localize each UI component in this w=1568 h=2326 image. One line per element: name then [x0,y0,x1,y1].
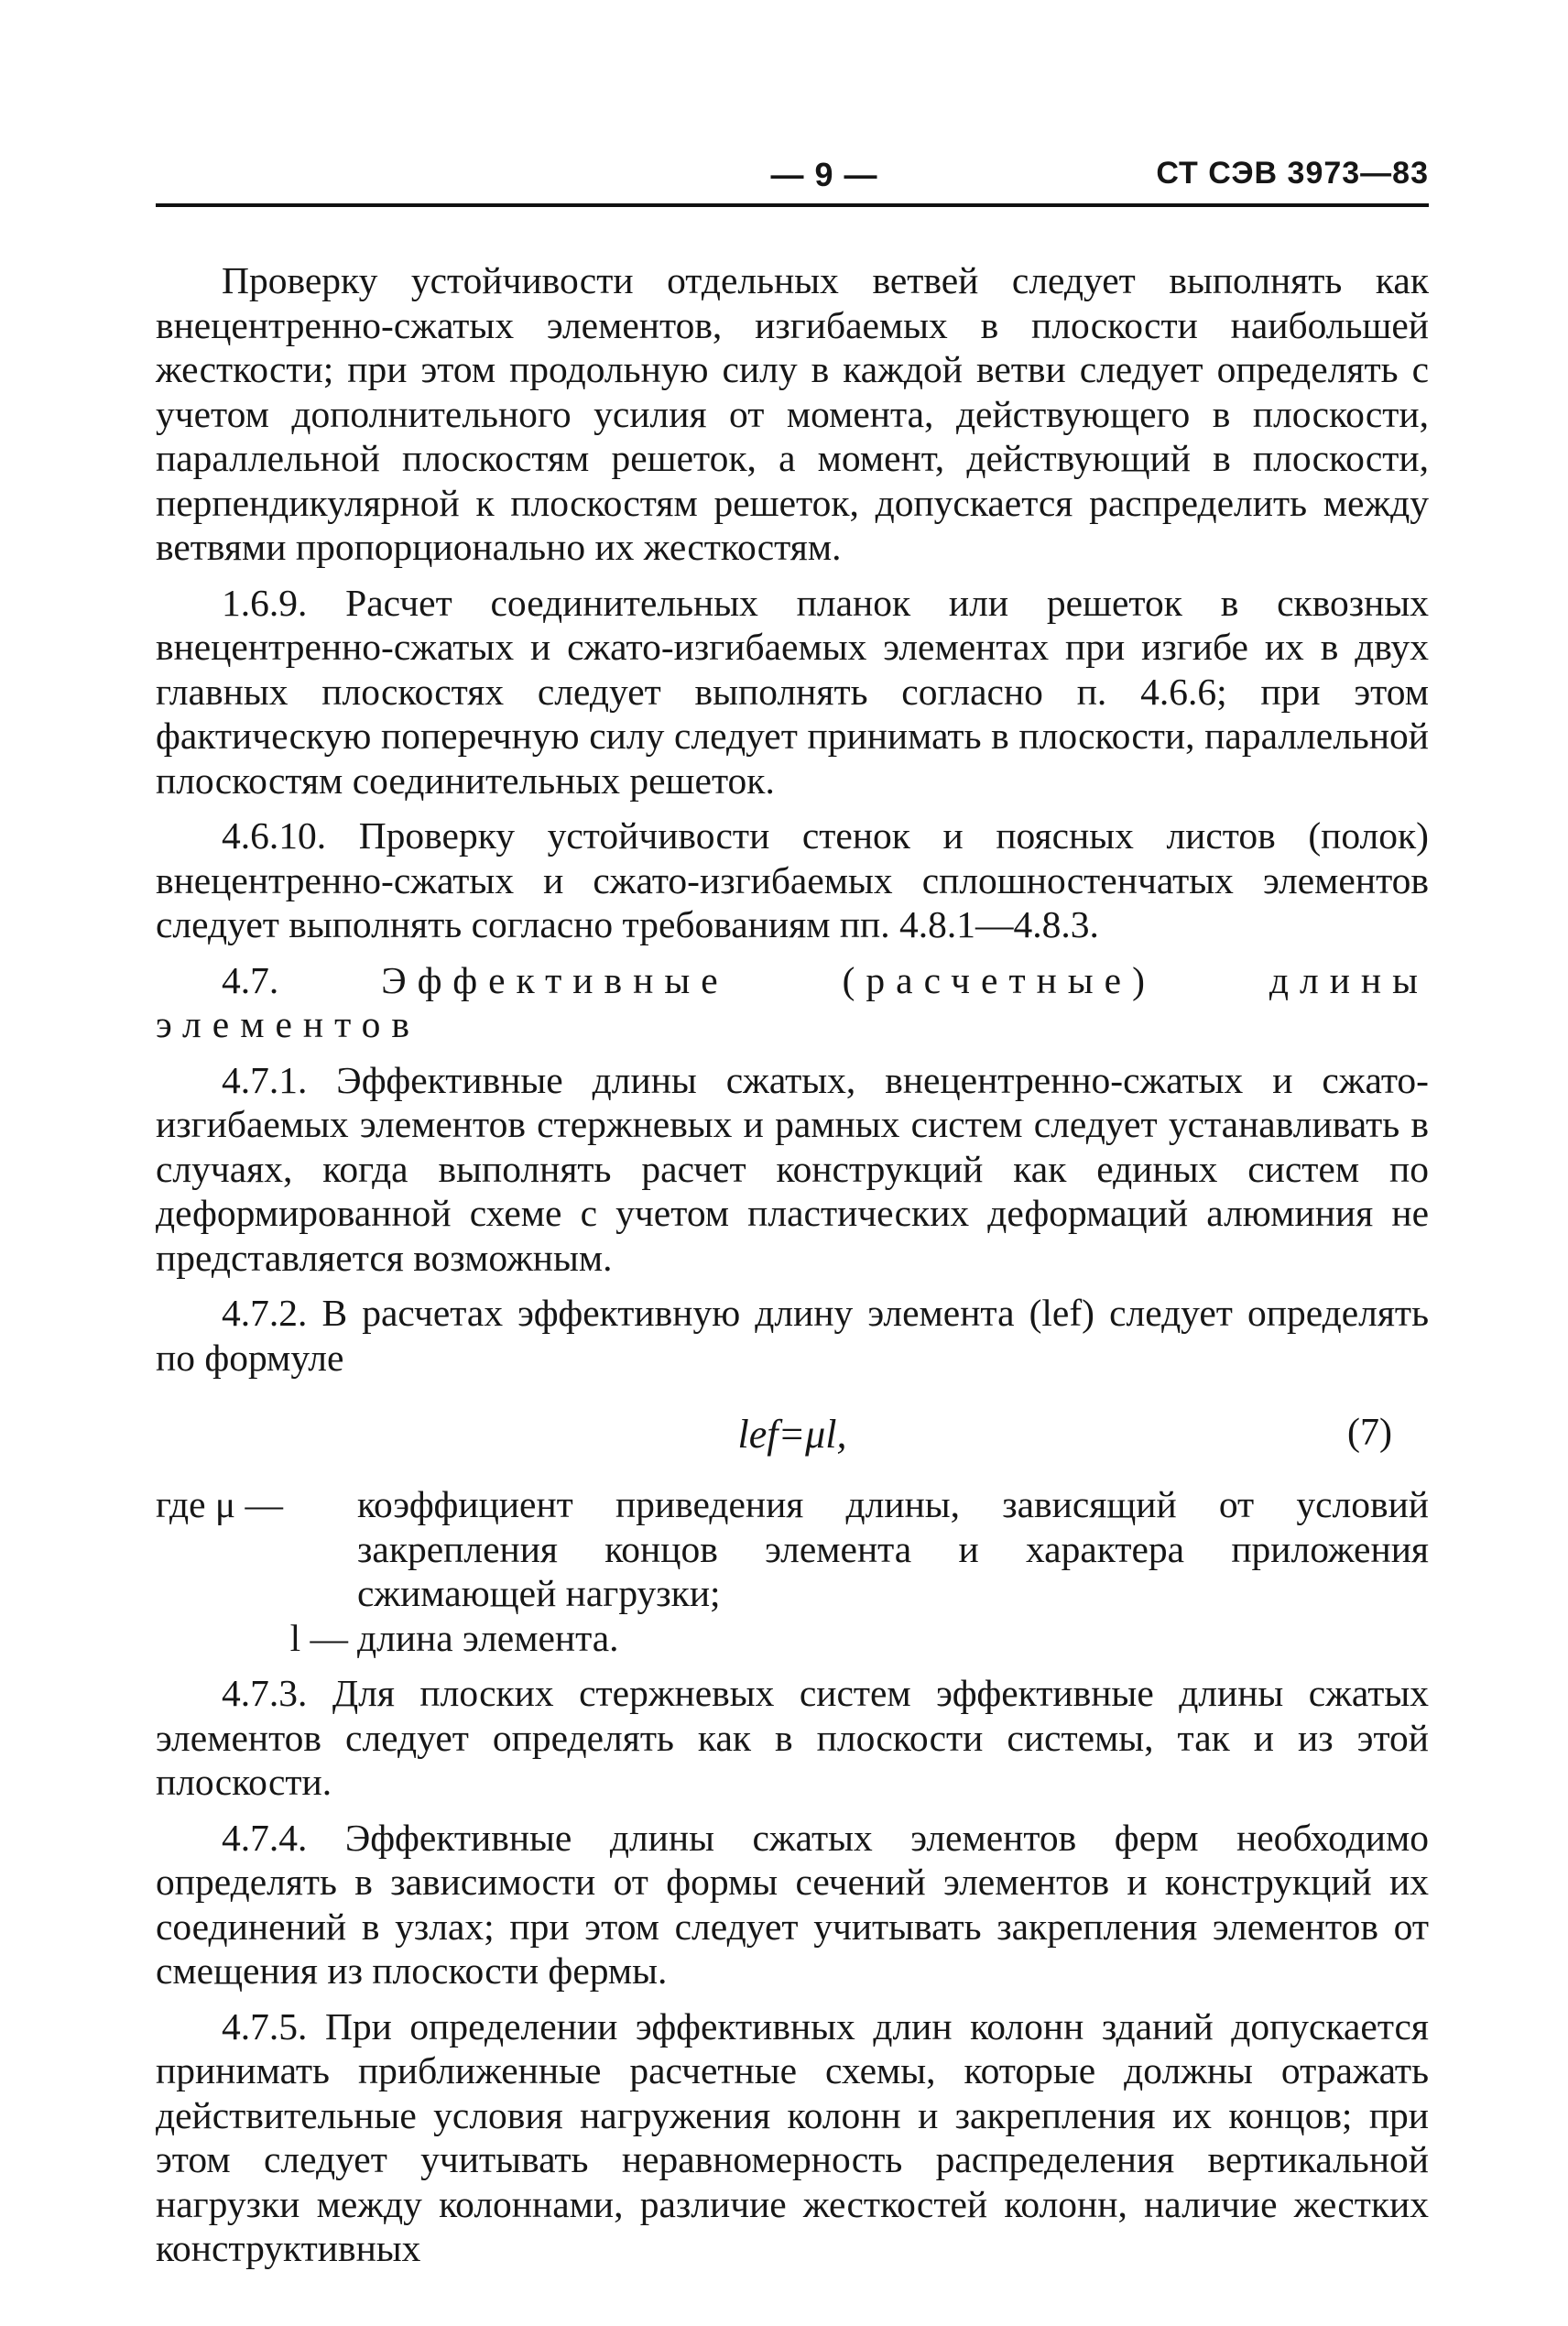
paragraph-4-7-2: 4.7.2. В расчетах эффективную длину элемента (lef) следует определять по формуле [156,1292,1429,1379]
definition-mu [156,1482,1429,1616]
paragraph-4-7-5: 4.7.5. При определении эффективных длин колонн зданий допускается принимать приближенные расчетные схемы, которые должны отражать действительные условия нагружения колонн и закрепления их концов; при этом следует учитывать неравномерность распределения вертикальной нагрузки между колоннами, различие жесткостей колонн, наличие жестких конструктивных [156,2004,1429,2269]
definition-l-text: длина элемента. [357,1616,619,1659]
page-number: — 9 — [770,156,878,193]
formula-expression: lef=μl, [737,1412,847,1457]
paragraph-branch-stability: Проверку устойчивости отдельных ветвей следует выполнять как внецентренно-сжатых элементов, изгибаемых в плоскости наибольшей жесткости; при этом продольную силу в каждой ветви следует определять с учетом дополнительного усилия от момента, действующего в плоскости, параллельной плоскостям решеток, а момент, действующий в плоскости, перпендикулярной к плоскостям решеток, допускается распределить между ветвями пропорционально их жесткостям. [156,259,1429,568]
definition-mu-symbol: где μ — [156,1483,283,1525]
definition-mu-text: коэффициент приведения длины, зависящий от условий закрепления концов элемента и характера приложения сжимающей нагрузки; [357,1483,1429,1614]
paragraph-4-7-3: 4.7.3. Для плоских стержневых систем эффективные длины сжатых элементов следует определять как в плоскости системы, так и из этой плоскости. [156,1672,1429,1803]
formula-block [156,1383,1429,1482]
body-text [156,258,1429,2271]
header-rule [156,203,1429,207]
section-heading-4-7 [156,958,1429,1047]
paragraph-4-7-1: 4.7.1. Эффективные длины сжатых, внецентренно-сжатых и сжато-изгибаемых элементов стержневых и рамных систем следует устанавливать в случаях, когда выполнять расчет конструкций как единых систем по деформированной схеме с учетом пластических деформаций алюминия не представляется возможным. [156,1058,1429,1279]
definition-l-symbol: l — [289,1616,348,1659]
formula-number: (7) [1347,1412,1392,1454]
standard-code: СТ СЭВ 3973—83 [1156,156,1429,191]
paragraph-4-6-10: 4.6.10. Проверку устойчивости стенок и поясных листов (полок) внецентренно-сжатых и сжато-изгибаемых сплошностенчатых элементов следует выполнять согласно требованиям пп. 4.8.1—4.8.3. [156,814,1429,945]
section-number: 4.7. [222,958,279,1001]
page-header [156,147,1429,211]
section-title: Эффективные (расчетные) длины элементов [156,958,1429,1045]
paragraph-4-7-4: 4.7.4. Эффективные длины сжатых элементов ферм необходимо определять в зависимости от формы сечений элементов и конструкций их соединений в узлах; при этом следует учитывать закрепления элементов от смещения из плоскости фермы. [156,1816,1429,1992]
definition-l [156,1616,1429,1661]
paragraph-1-6-9: 1.6.9. Расчет соединительных планок или решеток в сквозных внецентренно-сжатых и сжато-изгибаемых элементах при изгибе их в двух главных плоскостях следует выполнять согласно п. 4.6.6; при этом фактическую поперечную силу следует принимать в плоскости, параллельной плоскостям соединительных решеток. [156,581,1429,802]
